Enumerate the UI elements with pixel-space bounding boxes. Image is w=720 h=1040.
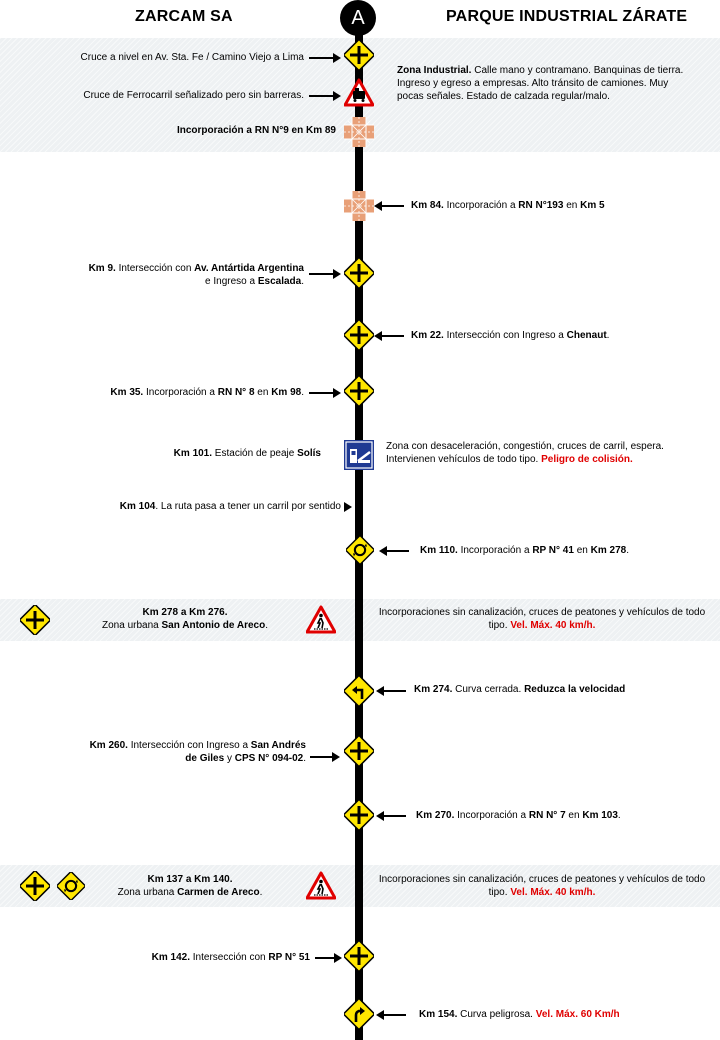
crossroad-sign-icon (344, 320, 374, 350)
arrow-left (376, 335, 404, 337)
event-label-km22: Km 22. Intersección con Ingreso a Chenaut. (411, 330, 610, 341)
zone-industrial-description: Zona Industrial. Calle mano y contramano. Banquinas de tierra. Ingreso y egreso a empresas. Alto tránsito de camiones. Muy pocas señales. Estado de calzada regular/malo. (397, 65, 684, 102)
event-label-rn9: Incorporación a RN N°9 en Km 89 (176, 125, 336, 136)
zone-carmen-label: Km 137 a Km 140. Zona urbana Carmen de Areco. (117, 874, 263, 898)
left-curve-sign-icon (344, 676, 374, 706)
crossroad-sign-icon (344, 736, 374, 766)
arrow-right (315, 957, 340, 959)
event-label-km104: Km 104. La ruta pasa a tener un carril por sentido (119, 501, 341, 512)
event-label-km9: Km 9. Intersección con Av. Antártida Argentina e Ingreso a Escalada. (88, 263, 304, 287)
event-label-km260: Km 260. Intersección con Ingreso a San Andrés de Giles y CPS N° 094-02. (89, 740, 306, 764)
origin-title: ZARCAM SA (135, 8, 233, 25)
pedestrian-crossing-sign-icon (306, 605, 336, 635)
route-line (355, 14, 363, 1040)
crossroad-sign-icon (344, 800, 374, 830)
roundabout-sign-icon (346, 536, 374, 564)
event-label-railway: Cruce de Ferrocarril señalizado pero sin barreras. (83, 90, 304, 101)
crossroad-sign-icon (344, 40, 374, 70)
arrow-left (378, 690, 406, 692)
start-marker: A (340, 0, 376, 36)
toll-description: Zona con desaceleración, congestión, cruces de carril, espera. Intervienen vehículos de todo tipo. Peligro de colisión. (386, 441, 664, 465)
toll-booth-icon (344, 440, 374, 470)
event-label-km101: Km 101. Estación de peaje Solís (173, 448, 321, 459)
zone-san-antonio-description: Incorporaciones sin canalización, cruces de peatones y vehículos de todo tipo. Vel. Máx. 40 km/h. (378, 607, 706, 631)
arrow-right (309, 95, 339, 97)
highway-merge-icon (344, 191, 374, 221)
right-curve-sign-icon (344, 999, 374, 1029)
arrow-right (309, 57, 339, 59)
destination-title: PARQUE INDUSTRIAL ZÁRATE (446, 8, 688, 25)
event-label-km84: Km 84. Incorporación a RN N°193 en Km 5 (411, 200, 605, 211)
event-label-av-santa-fe: Cruce a nivel en Av. Sta. Fe / Camino Viejo a Lima (80, 52, 304, 63)
event-label-km270: Km 270. Incorporación a RN N° 7 en Km 103. (416, 810, 621, 821)
arrow-right (309, 273, 339, 275)
crossroad-sign-icon (20, 605, 50, 635)
crossroad-sign-icon (344, 376, 374, 406)
railway-crossing-sign-icon (344, 78, 374, 108)
event-label-km142: Km 142. Intersección con RP N° 51 (151, 952, 310, 963)
event-label-km154: Km 154. Curva peligrosa. Vel. Máx. 60 Km/h (419, 1009, 620, 1020)
arrow-left (381, 550, 409, 552)
arrow-right (309, 392, 339, 394)
pedestrian-crossing-sign-icon (306, 871, 336, 901)
crossroad-sign-icon (344, 941, 374, 971)
roundabout-sign-icon (57, 872, 85, 900)
highway-merge-icon (344, 117, 374, 147)
arrow-right (344, 506, 350, 508)
arrow-left (378, 815, 406, 817)
event-label-km110: Km 110. Incorporación a RP N° 41 en Km 278. (420, 545, 629, 556)
crossroad-sign-icon (20, 871, 50, 901)
event-label-km35: Km 35. Incorporación a RN N° 8 en Km 98. (110, 387, 304, 398)
zone-san-antonio-label: Km 278 a Km 276. Zona urbana San Antonio de Areco. (102, 607, 268, 631)
crossroad-sign-icon (344, 258, 374, 288)
event-label-km274: Km 274. Curva cerrada. Reduzca la velocidad (414, 684, 626, 695)
arrow-left (378, 1014, 406, 1016)
arrow-right (310, 756, 338, 758)
zone-carmen-description: Incorporaciones sin canalización, cruces de peatones y vehículos de todo tipo. Vel. Máx. 40 km/h. (378, 874, 706, 898)
arrow-left (376, 205, 404, 207)
